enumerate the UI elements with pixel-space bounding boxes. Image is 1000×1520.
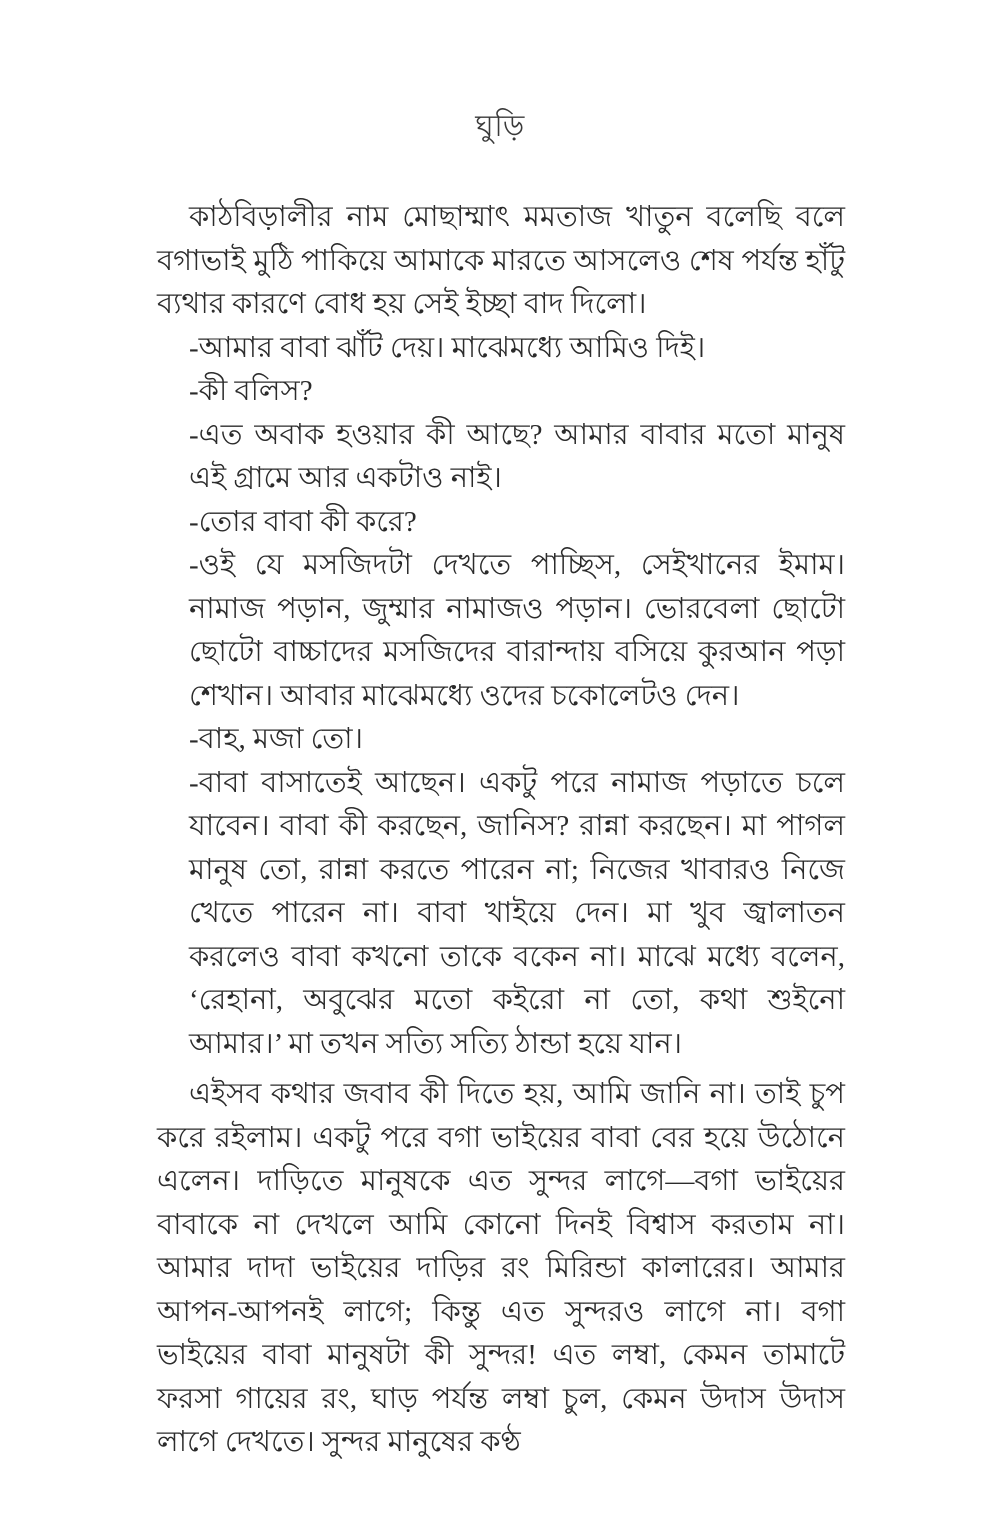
dialogue-line: -বাহ, মজা তো। <box>189 723 363 755</box>
dialogue-line: -ওই যে মসজিদটা দেখতে পাচ্ছিস, সেইখানের ইমাম। নামাজ পড়ান, জুম্মার নামাজও পড়ান। ভোরবেলা ছোটো ছোটো বাচ্চাদের মসজিদের বারান্দায় বসিয়ে কুরআন পড়া শেখান। আবার মাঝেমধ্যে ওদের চকোলেটও দেন। <box>189 549 845 712</box>
text-paragraph: এইসব কথার জবাব কী দিতে হয়, আমি জানি না। তাই চুপ করে রইলাম। একটু পরে বগা ভাইয়ের বাবা বের হয়ে উঠোনে এলেন। দাড়িতে মানুষকে এত সুন্দর লাগে—বগা ভাইয়ের বাবাকে না দেখলে আমি কোনো দিনই বিশ্বাস করতাম না। আমার দাদা ভাইয়ের দাড়ির রং মিরিন্ডা কালারের। আমার আপন-আপনই লাগে; কিন্তু এত সুন্দরও লাগে না। বগা ভাইয়ের বাবা মানুষটা কী সুন্দর! এত লম্বা, কেমন তামাটে ফরসা গায়ের রং, ঘাড় পর্যন্ত লম্বা চুল, কেমন উদাস উদাস লাগে দেখতে। সুন্দর মানুষের কণ্ঠ <box>157 1078 845 1458</box>
page-title: ঘুড়ি <box>475 110 525 143</box>
dialogue-line: -এত অবাক হওয়ার কী আছে? আমার বাবার মতো মানুষ এই গ্রামে আর একটাও নাই। <box>189 418 845 494</box>
text-paragraph: কাঠবিড়ালীর নাম মোছাম্মাৎ মমতাজ খাতুন বলেছি বলে বগাভাই মুঠি পাকিয়ে আমাকে মারতে আসলেও শেষ পর্যন্ত হাঁটু ব্যথার কারণে বোধ হয় সেই ইচ্ছা বাদ দিলো। <box>157 201 845 320</box>
dialogue-line: -বাবা বাসাতেই আছেন। একটু পরে নামাজ পড়াতে চলে যাবেন। বাবা কী করছেন, জানিস? রান্না করছেন। মা পাগল মানুষ তো, রান্না করতে পারেন না; নিজের খাবারও নিজে খেতে পারেন না। বাবা খাইয়ে দেন। মা খুব জ্বালাতন করলেও বাবা কখনো তাকে বকেন না। মাঝে মধ্যে বলেন, ‘রেহানা, অবুঝের মতো কইরো না তো, কথা শুইনো আমার।’ মা তখন সত্যি সত্যি ঠান্ডা হয়ে যান। <box>189 766 845 1060</box>
dialogue-line: -কী বলিস? <box>189 375 313 407</box>
dialogue-line: -আমার বাবা ঝাঁট দেয়। মাঝেমধ্যে আমিও দিই। <box>189 331 706 364</box>
dialogue-line: -তোর বাবা কী করে? <box>189 505 417 538</box>
page-text <box>157 196 845 1465</box>
